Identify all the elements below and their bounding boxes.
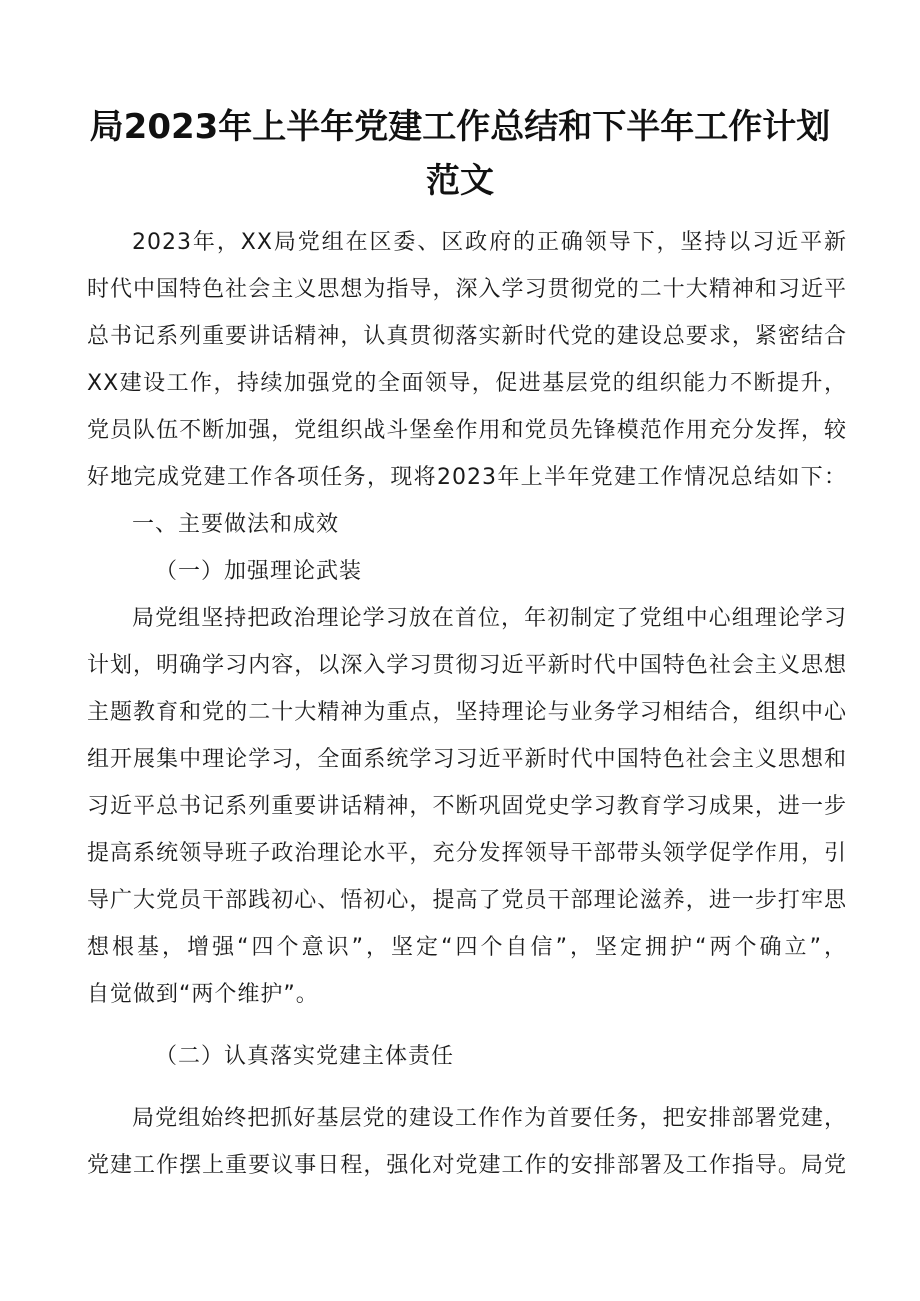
document-title-line-2: 范文 xyxy=(426,161,494,201)
paragraph-line: 习近平总书记系列重要讲话精神，不断巩固党史学习教育学习成果，进一步 xyxy=(87,794,847,819)
intro-line: 2023年，XX局党组在区委、区政府的正确领导下，坚持以习近平新 xyxy=(132,230,847,255)
paragraph-line: 局党组坚持把政治理论学习放在首位，年初制定了党组中心组理论学习 xyxy=(132,606,847,631)
section-heading: 一、主要做法和成效 xyxy=(132,512,340,537)
paragraph-line: 党建工作摆上重要议事日程，强化对党建工作的安排部署及工作指导。局党 xyxy=(87,1153,847,1178)
intro-line: 时代中国特色社会主义思想为指导，深入学习贯彻党的二十大精神和习近平 xyxy=(87,277,847,302)
paragraph-line: 组开展集中理论学习，全面系统学习习近平新时代中国特色社会主义思想和 xyxy=(87,747,847,772)
paragraph-line: 提高系统领导班子政治理论水平，充分发挥领导干部带头领学促学作用，引 xyxy=(87,841,847,866)
paragraph-line: 导广大党员干部践初心、悟初心，提高了党员干部理论滋养，进一步打牢思 xyxy=(87,888,847,913)
intro-line: 好地完成党建工作各项任务，现将2023年上半年党建工作情况总结如下： xyxy=(87,465,847,490)
intro-line: 党员队伍不断加强，党组织战斗堡垒作用和党员先锋模范作用充分发挥，较 xyxy=(87,418,847,443)
paragraph-line: 自觉做到“两个维护”。 xyxy=(87,982,319,1007)
paragraph-line: 局党组始终把抓好基层党的建设工作作为首要任务，把安排部署党建， xyxy=(132,1106,847,1131)
paragraph-line: 主题教育和党的二十大精神为重点，坚持理论与业务学习相结合，组织中心 xyxy=(87,700,847,725)
subsection-heading: （一）加强理论武装 xyxy=(155,559,363,584)
subsection-heading: （二）认真落实党建主体责任 xyxy=(155,1044,455,1069)
document-title-line-1: 局2023年上半年党建工作总结和下半年工作计划 xyxy=(89,107,831,147)
paragraph-line: 计划，明确学习内容，以深入学习贯彻习近平新时代中国特色社会主义思想 xyxy=(87,653,847,678)
intro-line: 总书记系列重要讲话精神，认真贯彻落实新时代党的建设总要求，紧密结合 xyxy=(87,324,847,349)
paragraph-line: 想根基，增强“四个意识”，坚定“四个自信”，坚定拥护“两个确立”， xyxy=(87,935,847,960)
intro-line: XX建设工作，持续加强党的全面领导，促进基层党的组织能力不断提升， xyxy=(87,371,847,396)
